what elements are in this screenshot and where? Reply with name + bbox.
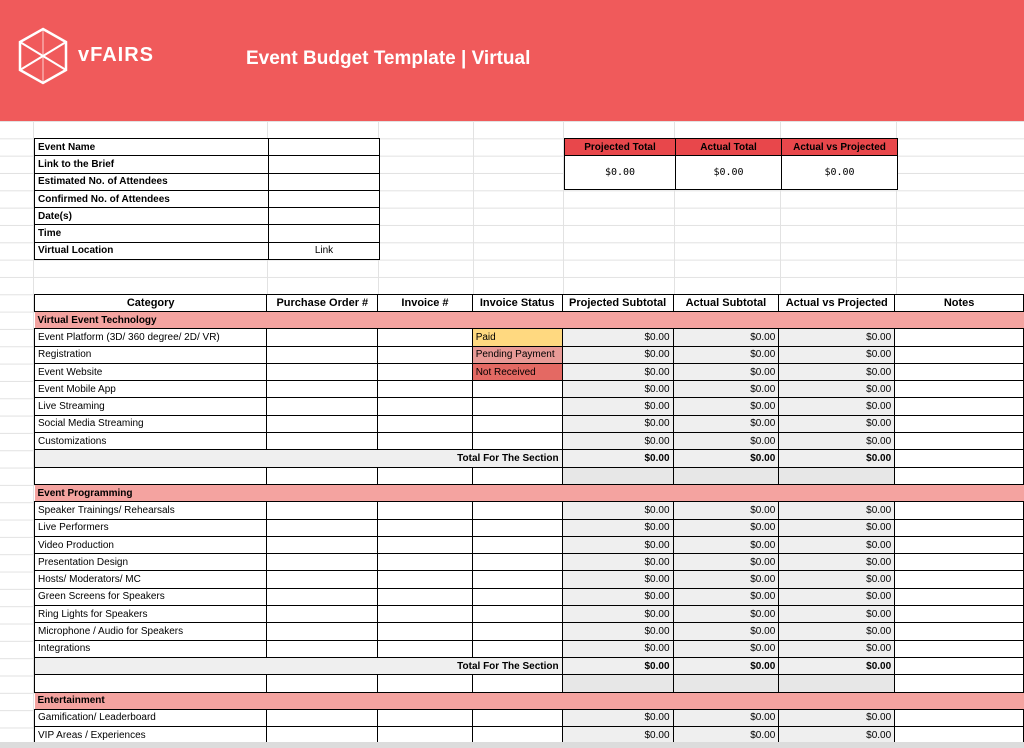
invoice-cell[interactable] — [378, 709, 472, 726]
page-title: Event Budget Template | Virtual — [246, 48, 531, 69]
purchase-order-cell[interactable] — [267, 519, 378, 536]
invoice-cell[interactable] — [378, 415, 472, 432]
actual-subtotal-cell[interactable]: $0.00 — [673, 640, 779, 657]
total-actual-cell[interactable]: $0.00 — [673, 657, 779, 674]
notes-cell[interactable] — [895, 588, 1024, 605]
category-cell[interactable]: Event Website — [35, 363, 267, 380]
info-label: Estimated No. of Attendees — [35, 173, 269, 190]
invoice-status-cell[interactable] — [472, 709, 562, 726]
info-value[interactable] — [269, 173, 380, 190]
blank-cell[interactable] — [562, 467, 673, 484]
table-row — [35, 571, 1024, 588]
blank-cell[interactable] — [895, 467, 1024, 484]
info-row — [35, 208, 380, 225]
section-total-row — [35, 657, 1024, 674]
invoice-cell[interactable] — [378, 623, 472, 640]
actual-vs-projected-cell[interactable]: $0.00 — [779, 640, 895, 657]
vfairs-logo-icon — [17, 27, 69, 85]
category-cell[interactable]: Gamification/ Leaderboard — [35, 709, 267, 726]
purchase-order-cell[interactable] — [267, 329, 378, 346]
info-row — [35, 190, 380, 207]
col-category[interactable]: Category — [35, 295, 267, 312]
notes-cell[interactable] — [895, 329, 1024, 346]
actual-subtotal-cell[interactable]: $0.00 — [673, 433, 779, 450]
table-row — [35, 623, 1024, 640]
projected-subtotal-cell[interactable]: $0.00 — [562, 398, 673, 415]
projected-subtotal-cell[interactable]: $0.00 — [562, 606, 673, 623]
blank-cell[interactable] — [779, 467, 895, 484]
purchase-order-cell[interactable] — [267, 640, 378, 657]
projected-subtotal-cell[interactable]: $0.00 — [562, 381, 673, 398]
info-row — [35, 156, 380, 173]
purchase-order-cell[interactable] — [267, 571, 378, 588]
category-cell[interactable]: Hosts/ Moderators/ MC — [35, 571, 267, 588]
blank-cell[interactable] — [35, 675, 267, 692]
table-row — [35, 381, 1024, 398]
invoice-cell[interactable] — [378, 640, 472, 657]
projected-subtotal-cell[interactable]: $0.00 — [562, 329, 673, 346]
actual-subtotal-cell[interactable]: $0.00 — [673, 554, 779, 571]
table-row — [35, 519, 1024, 536]
notes-cell[interactable] — [895, 502, 1024, 519]
purchase-order-cell[interactable] — [267, 346, 378, 363]
actual-vs-projected-value[interactable]: $0.00 — [782, 156, 898, 190]
actual-subtotal-cell[interactable]: $0.00 — [673, 588, 779, 605]
notes-cell[interactable] — [895, 623, 1024, 640]
blank-cell[interactable] — [472, 467, 562, 484]
category-cell[interactable]: Presentation Design — [35, 554, 267, 571]
notes-cell[interactable] — [895, 657, 1024, 674]
notes-cell[interactable] — [895, 415, 1024, 432]
actual-vs-projected-cell[interactable]: $0.00 — [779, 381, 895, 398]
section-total-label: Total For The Section — [35, 450, 563, 467]
category-cell[interactable]: Green Screens for Speakers — [35, 588, 267, 605]
actual-vs-projected-cell[interactable]: $0.00 — [779, 571, 895, 588]
info-label: Confirmed No. of Attendees — [35, 190, 269, 207]
invoice-status-cell[interactable]: Paid — [472, 329, 562, 346]
budget-table — [34, 294, 1024, 744]
category-cell[interactable]: Video Production — [35, 536, 267, 553]
total-actual-cell[interactable]: $0.00 — [673, 450, 779, 467]
invoice-status-cell[interactable] — [472, 415, 562, 432]
notes-cell[interactable] — [895, 519, 1024, 536]
projected-subtotal-cell[interactable]: $0.00 — [562, 727, 673, 744]
section-header-row — [35, 312, 1024, 329]
purchase-order-cell[interactable] — [267, 415, 378, 432]
info-value[interactable] — [269, 225, 380, 242]
header-banner — [0, 0, 1024, 121]
invoice-cell[interactable] — [378, 588, 472, 605]
info-label: Time — [35, 225, 269, 242]
table-row — [35, 640, 1024, 657]
projected-subtotal-cell[interactable]: $0.00 — [562, 502, 673, 519]
info-row — [35, 139, 380, 156]
actual-vs-projected-cell[interactable]: $0.00 — [779, 606, 895, 623]
invoice-status-cell[interactable] — [472, 588, 562, 605]
invoice-status-cell[interactable] — [472, 433, 562, 450]
table-row — [35, 346, 1024, 363]
actual-vs-projected-cell[interactable]: $0.00 — [779, 398, 895, 415]
brand-name: vFAIRS — [78, 44, 155, 66]
table-row — [35, 363, 1024, 380]
actual-subtotal-cell[interactable]: $0.00 — [673, 536, 779, 553]
info-value[interactable] — [269, 139, 380, 156]
horizontal-scrollbar[interactable] — [0, 742, 1024, 748]
notes-cell[interactable] — [895, 433, 1024, 450]
actual-vs-projected-cell[interactable]: $0.00 — [779, 588, 895, 605]
blank-cell[interactable] — [378, 467, 472, 484]
notes-cell[interactable] — [895, 381, 1024, 398]
blank-cell[interactable] — [673, 675, 779, 692]
invoice-cell[interactable] — [378, 519, 472, 536]
invoice-cell[interactable] — [378, 536, 472, 553]
section-header-row — [35, 692, 1024, 709]
notes-cell[interactable] — [895, 346, 1024, 363]
notes-cell[interactable] — [895, 640, 1024, 657]
projected-subtotal-cell[interactable]: $0.00 — [562, 571, 673, 588]
col-purchase-order[interactable]: Purchase Order # — [267, 295, 378, 312]
blank-cell[interactable] — [562, 675, 673, 692]
total-projected-cell[interactable]: $0.00 — [562, 450, 673, 467]
actual-vs-projected-cell[interactable]: $0.00 — [779, 415, 895, 432]
blank-cell[interactable] — [673, 467, 779, 484]
actual-vs-projected-cell[interactable]: $0.00 — [779, 536, 895, 553]
invoice-cell[interactable] — [378, 571, 472, 588]
projected-subtotal-cell[interactable]: $0.00 — [562, 346, 673, 363]
purchase-order-cell[interactable] — [267, 606, 378, 623]
info-row — [35, 225, 380, 242]
section-total-label: Total For The Section — [35, 657, 563, 674]
actual-subtotal-cell[interactable]: $0.00 — [673, 519, 779, 536]
table-row — [35, 588, 1024, 605]
total-projected-cell[interactable]: $0.00 — [562, 657, 673, 674]
actual-vs-projected-cell[interactable]: $0.00 — [779, 363, 895, 380]
event-info-table — [34, 138, 380, 260]
projected-subtotal-cell[interactable]: $0.00 — [562, 709, 673, 726]
actual-subtotal-cell[interactable]: $0.00 — [673, 381, 779, 398]
actual-vs-projected-cell[interactable]: $0.00 — [779, 329, 895, 346]
invoice-cell[interactable] — [378, 329, 472, 346]
category-cell[interactable]: VIP Areas / Experiences — [35, 727, 267, 744]
info-label: Link to the Brief — [35, 156, 269, 173]
purchase-order-cell[interactable] — [267, 536, 378, 553]
actual-total-header: Actual Total — [676, 139, 782, 156]
purchase-order-cell[interactable] — [267, 398, 378, 415]
invoice-cell[interactable] — [378, 606, 472, 623]
projected-subtotal-cell[interactable]: $0.00 — [562, 519, 673, 536]
blank-cell[interactable] — [779, 675, 895, 692]
actual-subtotal-cell[interactable]: $0.00 — [673, 606, 779, 623]
invoice-cell[interactable] — [378, 346, 472, 363]
table-row — [35, 606, 1024, 623]
blank-cell[interactable] — [895, 675, 1024, 692]
info-label: Date(s) — [35, 208, 269, 225]
blank-cell[interactable] — [378, 675, 472, 692]
table-row — [35, 329, 1024, 346]
projected-total-value[interactable]: $0.00 — [565, 156, 676, 190]
category-cell[interactable]: Event Platform (3D/ 360 degree/ 2D/ VR) — [35, 329, 267, 346]
invoice-cell[interactable] — [378, 502, 472, 519]
projected-total-header: Projected Total — [565, 139, 676, 156]
info-value[interactable] — [269, 208, 380, 225]
actual-subtotal-cell[interactable]: $0.00 — [673, 398, 779, 415]
notes-cell[interactable] — [895, 398, 1024, 415]
invoice-status-cell[interactable] — [472, 554, 562, 571]
invoice-status-cell[interactable]: Not Received — [472, 363, 562, 380]
col-notes[interactable]: Notes — [895, 295, 1024, 312]
purchase-order-cell[interactable] — [267, 554, 378, 571]
actual-subtotal-cell[interactable]: $0.00 — [673, 709, 779, 726]
category-cell[interactable]: Social Media Streaming — [35, 415, 267, 432]
projected-subtotal-cell[interactable]: $0.00 — [562, 623, 673, 640]
notes-cell[interactable] — [895, 571, 1024, 588]
actual-subtotal-cell[interactable]: $0.00 — [673, 623, 779, 640]
table-row — [35, 554, 1024, 571]
actual-subtotal-cell[interactable]: $0.00 — [673, 329, 779, 346]
purchase-order-cell[interactable] — [267, 623, 378, 640]
table-row — [35, 398, 1024, 415]
actual-subtotal-cell[interactable]: $0.00 — [673, 571, 779, 588]
section-header-row — [35, 484, 1024, 501]
purchase-order-cell[interactable] — [267, 363, 378, 380]
blank-row — [35, 675, 1024, 692]
info-value[interactable] — [269, 190, 380, 207]
category-cell[interactable]: Integrations — [35, 640, 267, 657]
category-cell[interactable]: Customizations — [35, 433, 267, 450]
actual-vs-projected-cell[interactable]: $0.00 — [779, 346, 895, 363]
category-cell[interactable]: Microphone / Audio for Speakers — [35, 623, 267, 640]
table-row — [35, 415, 1024, 432]
notes-cell[interactable] — [895, 536, 1024, 553]
actual-vs-projected-cell[interactable]: $0.00 — [779, 519, 895, 536]
projected-subtotal-cell[interactable]: $0.00 — [562, 640, 673, 657]
col-projected-subtotal[interactable]: Projected Subtotal — [562, 295, 673, 312]
table-row — [35, 433, 1024, 450]
blank-cell[interactable] — [267, 467, 378, 484]
section-name[interactable]: Entertainment — [35, 692, 1024, 709]
invoice-status-cell[interactable] — [472, 381, 562, 398]
purchase-order-cell[interactable] — [267, 588, 378, 605]
info-value[interactable]: Link — [269, 242, 380, 259]
actual-subtotal-cell[interactable]: $0.00 — [673, 415, 779, 432]
invoice-status-cell[interactable] — [472, 398, 562, 415]
section-name[interactable]: Virtual Event Technology — [35, 312, 1024, 329]
purchase-order-cell[interactable] — [267, 433, 378, 450]
actual-subtotal-cell[interactable]: $0.00 — [673, 363, 779, 380]
invoice-status-cell[interactable] — [472, 536, 562, 553]
blank-cell[interactable] — [267, 675, 378, 692]
section-total-row — [35, 450, 1024, 467]
invoice-status-cell[interactable] — [472, 519, 562, 536]
actual-subtotal-cell[interactable]: $0.00 — [673, 502, 779, 519]
col-invoice[interactable]: Invoice # — [378, 295, 472, 312]
category-cell[interactable]: Ring Lights for Speakers — [35, 606, 267, 623]
category-cell[interactable]: Registration — [35, 346, 267, 363]
purchase-order-cell[interactable] — [267, 709, 378, 726]
invoice-status-cell[interactable] — [472, 571, 562, 588]
invoice-cell[interactable] — [378, 381, 472, 398]
projected-subtotal-cell[interactable]: $0.00 — [562, 554, 673, 571]
info-label: Event Name — [35, 139, 269, 156]
info-row — [35, 173, 380, 190]
projected-subtotal-cell[interactable]: $0.00 — [562, 415, 673, 432]
projected-subtotal-cell[interactable]: $0.00 — [562, 433, 673, 450]
invoice-status-cell[interactable] — [472, 623, 562, 640]
invoice-cell[interactable] — [378, 554, 472, 571]
notes-cell[interactable] — [895, 709, 1024, 726]
purchase-order-cell[interactable] — [267, 381, 378, 398]
blank-cell[interactable] — [472, 675, 562, 692]
actual-vs-projected-cell[interactable]: $0.00 — [779, 709, 895, 726]
actual-vs-projected-cell[interactable]: $0.00 — [779, 623, 895, 640]
total-diff-cell[interactable]: $0.00 — [779, 450, 895, 467]
section-name[interactable]: Event Programming — [35, 484, 1024, 501]
actual-vs-projected-cell[interactable]: $0.00 — [779, 502, 895, 519]
projected-subtotal-cell[interactable]: $0.00 — [562, 588, 673, 605]
actual-vs-projected-cell[interactable]: $0.00 — [779, 727, 895, 744]
spreadsheet-grid[interactable] — [0, 121, 1024, 748]
invoice-status-cell[interactable]: Pending Payment — [472, 346, 562, 363]
actual-subtotal-cell[interactable]: $0.00 — [673, 346, 779, 363]
projected-subtotal-cell[interactable]: $0.00 — [562, 536, 673, 553]
col-invoice-status[interactable]: Invoice Status — [472, 295, 562, 312]
actual-total-value[interactable]: $0.00 — [676, 156, 782, 190]
info-label: Virtual Location — [35, 242, 269, 259]
invoice-cell[interactable] — [378, 398, 472, 415]
invoice-status-cell[interactable] — [472, 606, 562, 623]
blank-cell[interactable] — [35, 467, 267, 484]
actual-vs-projected-header: Actual vs Projected — [782, 139, 898, 156]
actual-vs-projected-cell[interactable]: $0.00 — [779, 554, 895, 571]
invoice-cell[interactable] — [378, 363, 472, 380]
category-cell[interactable]: Live Streaming — [35, 398, 267, 415]
invoice-status-cell[interactable] — [472, 640, 562, 657]
col-actual-subtotal[interactable]: Actual Subtotal — [673, 295, 779, 312]
projected-subtotal-cell[interactable]: $0.00 — [562, 363, 673, 380]
col-actual-vs-projected[interactable]: Actual vs Projected — [779, 295, 895, 312]
table-row — [35, 536, 1024, 553]
notes-cell[interactable] — [895, 363, 1024, 380]
actual-subtotal-cell[interactable]: $0.00 — [673, 727, 779, 744]
notes-cell[interactable] — [895, 450, 1024, 467]
summary-totals-table — [564, 138, 898, 190]
category-cell[interactable]: Speaker Trainings/ Rehearsals — [35, 502, 267, 519]
table-row — [35, 502, 1024, 519]
actual-vs-projected-cell[interactable]: $0.00 — [779, 433, 895, 450]
category-cell[interactable]: Live Performers — [35, 519, 267, 536]
info-row — [35, 242, 380, 259]
notes-cell[interactable] — [895, 554, 1024, 571]
notes-cell[interactable] — [895, 606, 1024, 623]
total-diff-cell[interactable]: $0.00 — [779, 657, 895, 674]
info-value[interactable] — [269, 156, 380, 173]
blank-row — [35, 467, 1024, 484]
invoice-status-cell[interactable] — [472, 502, 562, 519]
category-cell[interactable]: Event Mobile App — [35, 381, 267, 398]
table-row — [35, 709, 1024, 726]
invoice-cell[interactable] — [378, 433, 472, 450]
purchase-order-cell[interactable] — [267, 502, 378, 519]
